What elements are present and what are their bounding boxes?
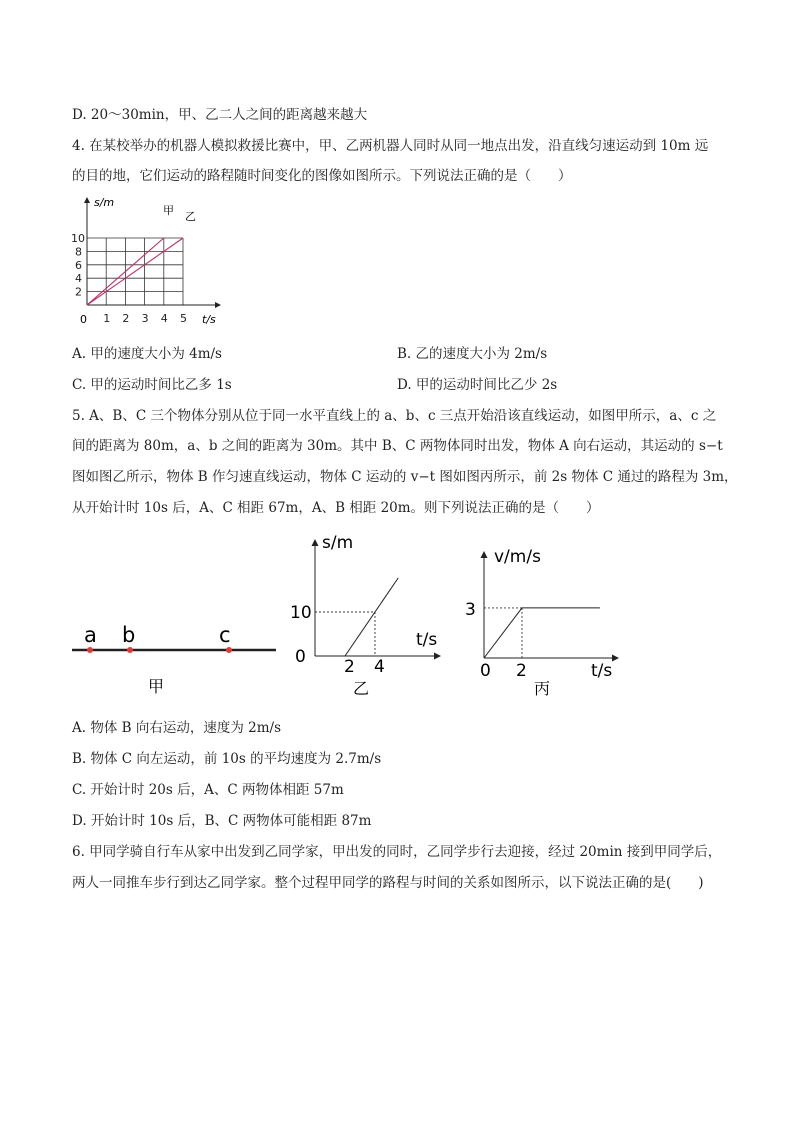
q5-bing-caption: 丙 (534, 679, 551, 698)
q5-yi-line (345, 578, 398, 656)
q4-st-graph (70, 192, 230, 332)
q5-option-a: A. 物体 B 向右运动，速度为 2m/s (72, 720, 281, 736)
q4-x-tick-label: 2 (122, 312, 130, 325)
q5-bing-x-axis-label: t/s (591, 661, 613, 681)
q4-option-b: B. 乙的速度大小为 2m/s (397, 346, 548, 362)
q5-bing-y-axis-label: v/m/s (494, 547, 541, 567)
q5-yi-y-axis-label: s/m (322, 533, 354, 553)
q5-point-a (87, 647, 93, 653)
q6-stem-line2: 两人一同推车步行到达乙同学家。整个过程甲同学的路程与时间的关系如图所示，以下说法正确的是( ) (72, 875, 704, 891)
q5-stem-line2: 间的距离为 80m，a、b 之间的距离为 30m。其中 B、C 两物体同时出发，物体 A 向右运动，其运动的 s−t (72, 438, 723, 454)
q5-bing-line (484, 608, 600, 658)
q4-series-jia-label: 甲 (163, 204, 174, 217)
q4-origin-label: 0 (80, 313, 87, 326)
q5-figure-yi (285, 532, 450, 702)
q5-yi-x-axis-label: t/s (416, 630, 438, 650)
q4-y-tick-label: 6 (75, 258, 82, 272)
q4-series-line-yi (87, 238, 183, 305)
q4-x-axis-label: t/s (202, 313, 216, 326)
q5-option-b: B. 物体 C 向左运动，前 10s 的平均速度为 2.7m/s (72, 751, 382, 767)
q4-stem-line2: 的目的地，它们运动的路程随时间变化的图像如图所示。下列说法正确的是（ ） (72, 168, 572, 184)
q4-y-tick-label: 4 (75, 272, 82, 286)
q5-bing-origin-label: 0 (480, 661, 491, 681)
q4-x-tick-label: 4 (160, 312, 168, 325)
q4-option-d: D. 甲的运动时间比乙少 2s (397, 377, 558, 393)
q5-yi-x-tick-4: 4 (374, 657, 385, 677)
q5-point-c (226, 647, 232, 653)
q5-point-a-label: a (84, 623, 97, 647)
q5-bing-y-tick: 3 (465, 600, 476, 620)
q5-stem-line3: 图如图乙所示，物体 B 作匀速直线运动，物体 C 运动的 v−t 图如图丙所示，前 2s 物体 C 通过的路程为 3m， (72, 469, 738, 485)
q4-series-yi-label: 乙 (185, 210, 196, 223)
q5-point-b (127, 647, 133, 653)
q5-figure-bing (458, 540, 628, 700)
q4-y-axis-label: s/m (94, 196, 115, 209)
q4-stem-line1: 4. 在某校举办的机器人模拟救援比赛中，甲、乙两机器人同时从同一地点出发，沿直线匀速运动到 10m 远 (72, 138, 709, 154)
q6-stem-line1: 6. 甲同学骑自行车从家中出发到乙同学家，甲出发的同时，乙同学步行去迎接，经过 20min 接到甲同学后， (72, 844, 722, 860)
q5-yi-x-tick-2: 2 (344, 657, 355, 677)
q4-option-a: A. 甲的速度大小为 4m/s (72, 346, 222, 362)
q5-yi-caption: 乙 (353, 679, 370, 698)
q5-yi-origin-label: 0 (295, 647, 306, 667)
q5-point-b-label: b (122, 623, 136, 647)
q5-option-d: D. 开始计时 10s 后，B、C 两物体可能相距 87m (72, 813, 372, 829)
q5-option-c: C. 开始计时 20s 后，A、C 两物体相距 57m (72, 782, 344, 798)
q5-yi-y-tick: 10 (290, 603, 312, 623)
q5-point-c-label: c (219, 623, 231, 647)
q4-x-tick-label: 1 (103, 312, 111, 325)
q4-y-tick-label: 10 (71, 232, 85, 245)
q4-y-tick-label: 8 (75, 245, 82, 259)
q5-jia-caption: 甲 (148, 677, 165, 696)
q4-x-tick-label: 5 (180, 312, 187, 325)
q3-option-d: D. 20～30min，甲、乙二人之间的距离越来越大 (72, 107, 368, 123)
q5-figure-jia (70, 615, 280, 700)
q5-bing-x-tick: 2 (516, 661, 527, 681)
q5-stem-line4: 从开始计时 10s 后，A、C 相距 67m，A、B 相距 20m。则下列说法正确的是（ ） (72, 500, 600, 516)
q4-y-tick-label: 2 (75, 285, 82, 299)
q4-x-tick-label: 3 (141, 312, 149, 325)
q4-option-c: C. 甲的运动时间比乙多 1s (72, 377, 232, 393)
q5-stem-line1: 5. A、B、C 三个物体分别从位于同一水平直线上的 a、b、c 三点开始沿该直线运动，如图甲所示，a、c 之 (72, 408, 717, 424)
